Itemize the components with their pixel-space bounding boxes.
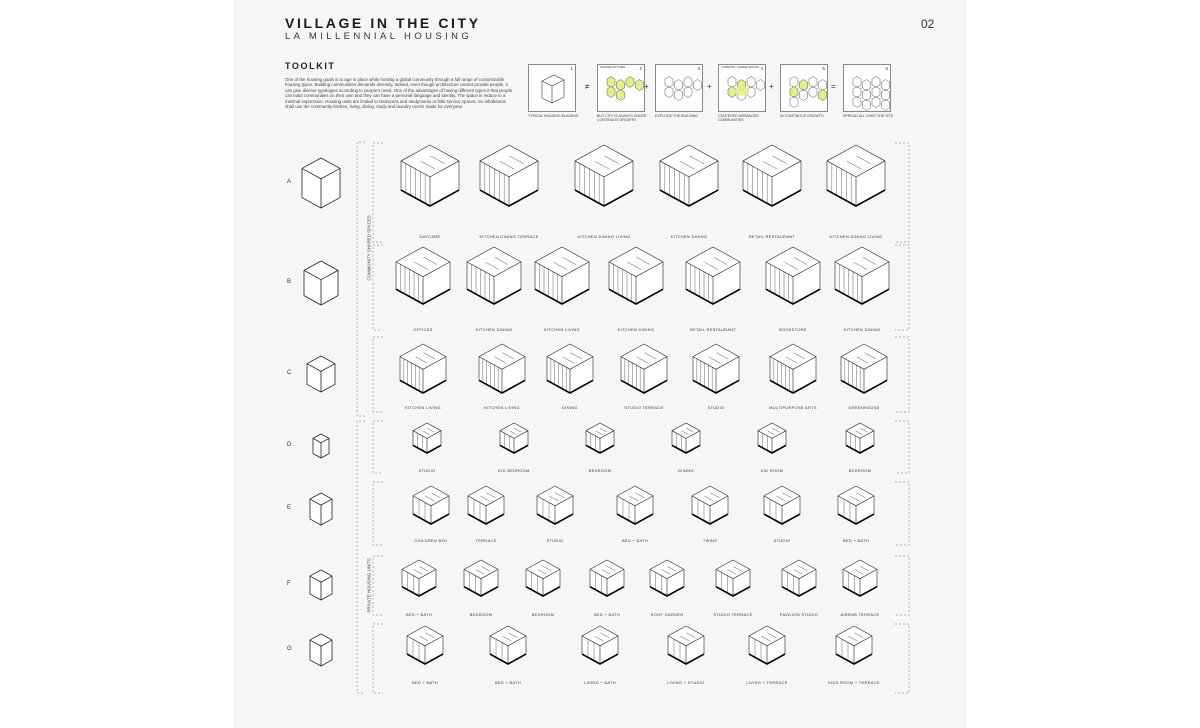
typology-label: KIDS ROOM + TERRACE — [828, 680, 880, 685]
row-label-a: A — [287, 179, 292, 185]
typology-drawing — [411, 421, 443, 460]
typology-drawing — [747, 624, 787, 671]
typology-drawing — [466, 484, 506, 531]
typology-label: BED + BATH — [621, 538, 649, 543]
row-bracket-right — [895, 556, 909, 615]
typology-drawing — [533, 245, 591, 311]
typology-label: DINING — [562, 405, 578, 410]
typology-label: STUDIO TERRACE — [624, 405, 664, 410]
typology-drawing — [588, 558, 626, 603]
typology-drawing — [478, 143, 540, 213]
typology-label: BOOKSTORE — [779, 327, 807, 332]
concept-operator: + — [769, 82, 774, 91]
concept-step-diagram — [844, 65, 890, 111]
concept-step-diagram — [656, 65, 702, 111]
typology-drawing — [666, 624, 706, 671]
typology-drawing — [488, 624, 528, 671]
typology-label: PAVILION STUDIO — [779, 612, 819, 617]
row-bracket-right — [895, 482, 909, 545]
concept-step-number: 1 — [570, 66, 573, 71]
concept-step-diagram — [529, 65, 575, 111]
typology-drawing — [833, 245, 891, 311]
row-bracket-left — [373, 482, 383, 545]
page-number: 02 — [921, 17, 935, 31]
typology-drawing — [780, 558, 818, 603]
concept-step-caption: IN CONTINOUS GROWTH — [780, 114, 824, 118]
typology-label: STUDIO TERRACE — [713, 612, 753, 617]
group-bracket — [357, 142, 365, 416]
typology-label: BEDROOM — [531, 612, 555, 617]
typology-drawing — [535, 484, 575, 531]
concept-operator: + — [644, 82, 649, 91]
typology-drawing — [405, 624, 445, 671]
row-bracket-right — [895, 143, 909, 242]
typology-label: KITCHEN DINING — [843, 327, 881, 332]
typology-label: KITCHEN LIVING — [484, 405, 520, 410]
typology-label: TERRACE — [475, 538, 497, 543]
typology-drawing — [545, 342, 595, 400]
typology-label: CHILDREN BED — [414, 538, 448, 543]
row-bracket-right — [895, 421, 909, 473]
concept-step-header: FLEXIBLE FUTURES — [600, 66, 626, 69]
row-bracket-right — [895, 245, 909, 330]
concept-step-number: 2 — [639, 66, 642, 71]
row-label-g: G — [287, 646, 292, 652]
row-bracket-right — [895, 624, 909, 693]
typology-label: ROOF GARDEN — [650, 612, 684, 617]
typology-drawing — [462, 558, 500, 603]
typology-label: RETAIL RESTAURANT — [689, 327, 737, 332]
row-volume-icon — [308, 632, 334, 673]
typology-drawing — [741, 143, 803, 213]
typology-label: KID BEDROOM — [498, 468, 530, 473]
typology-label: KITCHEN LIVING — [405, 405, 441, 410]
typology-drawing — [607, 245, 665, 311]
typology-label: KID ROOM — [760, 468, 784, 473]
row-volume-icon — [305, 354, 337, 399]
row-bracket-left — [373, 624, 383, 693]
typology-drawing — [477, 342, 527, 400]
typology-drawing — [714, 558, 752, 603]
typology-label: GREENHOUSE — [848, 405, 880, 410]
row-bracket-right — [895, 337, 909, 412]
page-subtitle: LA MILLENNIAL HOUSING — [285, 31, 473, 42]
concept-step-5 — [780, 64, 828, 112]
concept-step-6 — [843, 64, 891, 112]
typology-label: STUDIO — [418, 468, 436, 473]
typology-label: STUDIO — [707, 405, 725, 410]
row-volume-icon — [308, 568, 334, 607]
typology-label: BED + BATH — [494, 680, 522, 685]
typology-drawing — [836, 484, 876, 531]
row-bracket-left — [373, 556, 383, 615]
typology-label: STUDIO — [773, 538, 791, 543]
typology-drawing — [684, 245, 742, 311]
row-volume-icon — [311, 432, 331, 465]
typology-label: STUDIO — [546, 538, 564, 543]
row-label-c: C — [287, 370, 292, 376]
typology-drawing — [398, 342, 448, 400]
typology-drawing — [756, 421, 788, 460]
page-title: VILLAGE IN THE CITY — [285, 15, 481, 31]
concept-step-number: 4 — [760, 66, 763, 71]
typology-label: KITCHEN DINING — [670, 234, 708, 239]
typology-label: BED + BATH — [405, 612, 433, 617]
concept-step-4 — [718, 64, 766, 112]
concept-step-diagram — [719, 65, 765, 111]
typology-drawing — [762, 484, 802, 531]
typology-label: BEDROOM — [469, 612, 493, 617]
typology-label: KITCHEN DINING — [475, 327, 513, 332]
typology-drawing — [768, 342, 818, 400]
typology-drawing — [615, 484, 655, 531]
row-bracket-left — [373, 421, 383, 473]
typology-drawing — [691, 342, 741, 400]
typology-drawing — [573, 143, 635, 213]
concept-operator: = — [831, 82, 836, 91]
typology-label: OFFICES — [413, 327, 433, 332]
typology-drawing — [670, 421, 702, 460]
typology-label: KITCHEN DINING — [617, 327, 655, 332]
typology-label: KITCHEN DINING LIVING — [829, 234, 883, 239]
typology-drawing — [498, 421, 530, 460]
typology-label: BEDROOM — [588, 468, 612, 473]
toolkit-description: One of the housing goals is to age in place while hosting a global community through a full range of customizable housing types. Building communities demands diversity, indeed, even though architecture cannot provide people, it can give diverse typologies according to people's need. One of the advantages of having different types it that people can build communities on their own and they can have a personal language and identity. The space is reduce to a minimal expression. Housing units are limited to bedrooms and studyrooms or little service spaces. So inhabitants shall use the community kitchen, living, dining, study and laundry rooms made for everyone. — [285, 77, 513, 110]
typology-drawing — [465, 245, 523, 311]
typology-drawing — [690, 484, 730, 531]
typology-drawing — [648, 558, 686, 603]
typology-label: MULTIPURPOSE ARTS — [769, 405, 817, 410]
row-label-f: F — [287, 581, 291, 587]
concept-step-caption: CENTERED ARRANGED COMMUNITIES — [718, 114, 759, 123]
concept-step-caption: SPREAD ALL OVER THE SITE — [843, 114, 894, 118]
poster-sheet — [233, 0, 967, 728]
typology-label: LIVING + TERRACE — [746, 680, 788, 685]
row-volume-icon — [300, 156, 342, 215]
group-bracket — [357, 421, 365, 693]
concept-step-2 — [597, 64, 645, 112]
community-shared-spaces-label: COMMUNITY SHARED SPACES — [366, 215, 372, 281]
typology-label: DINING — [678, 468, 694, 473]
typology-drawing — [584, 421, 616, 460]
typology-label: BEDROOM — [848, 468, 872, 473]
typology-label: KITCHEN LIVING — [544, 327, 580, 332]
row-volume-icon — [308, 491, 334, 532]
concept-operator: ≠ — [585, 82, 590, 91]
typology-label: BED + BATH — [593, 612, 621, 617]
typology-label: BED + BATH — [411, 680, 439, 685]
typology-label: TWINS — [702, 538, 718, 543]
concept-step-caption: BUT CITY IS ALWAYS UNDER CONTINUOS GROWTH — [597, 114, 647, 123]
typology-drawing — [834, 624, 874, 671]
concept-step-caption: EXPLODE THE BUILDING — [655, 114, 699, 118]
typology-drawing — [839, 342, 889, 400]
concept-step-caption: TYPICAL HOUSING BUILDING — [528, 114, 579, 118]
typology-label: BED + BATH — [842, 538, 870, 543]
typology-drawing — [619, 342, 669, 400]
typology-drawing — [411, 484, 451, 531]
typology-drawing — [764, 245, 822, 311]
concept-step-number: 6 — [885, 66, 888, 71]
row-bracket-left — [373, 245, 383, 330]
concept-step-diagram — [781, 65, 827, 111]
typology-drawing — [399, 143, 461, 213]
typology-label: LIVING + BATH — [584, 680, 616, 685]
typology-drawing — [400, 558, 438, 603]
typology-drawing — [844, 421, 876, 460]
concept-step-3 — [655, 64, 703, 112]
row-label-d: D — [287, 442, 292, 448]
typology-label: KITCHEN DINING TERRACE — [479, 234, 539, 239]
typology-drawing — [394, 245, 452, 311]
private-housing-units-label: PRIVATE HOUSING UNITS — [366, 558, 372, 613]
concept-step-number: 5 — [822, 66, 825, 71]
typology-drawing — [841, 558, 879, 603]
row-bracket-left — [373, 143, 383, 242]
row-bracket-left — [373, 337, 383, 412]
typology-drawing — [580, 624, 620, 671]
concept-step-1 — [528, 64, 576, 112]
typology-label: KITCHEN DINING LIVING — [577, 234, 631, 239]
row-label-e: E — [287, 505, 292, 511]
concept-operator: + — [707, 82, 712, 91]
typology-label: AIRBNB TERRACE — [840, 612, 880, 617]
concept-step-number: 3 — [697, 66, 700, 71]
typology-drawing — [658, 143, 720, 213]
typology-label: RETAIL RESTAURANT — [748, 234, 796, 239]
row-label-b: B — [287, 279, 292, 285]
typology-drawing — [825, 143, 887, 213]
concept-step-header: COMMONS / SHARED SPACES — [721, 66, 759, 69]
typology-drawing — [524, 558, 562, 603]
row-volume-icon — [302, 259, 340, 312]
typology-label: LIVING + STUDIO — [667, 680, 705, 685]
typology-label: DAYCARE — [419, 234, 441, 239]
concept-step-diagram — [598, 65, 644, 111]
toolkit-heading: TOOLKIT — [285, 61, 336, 71]
